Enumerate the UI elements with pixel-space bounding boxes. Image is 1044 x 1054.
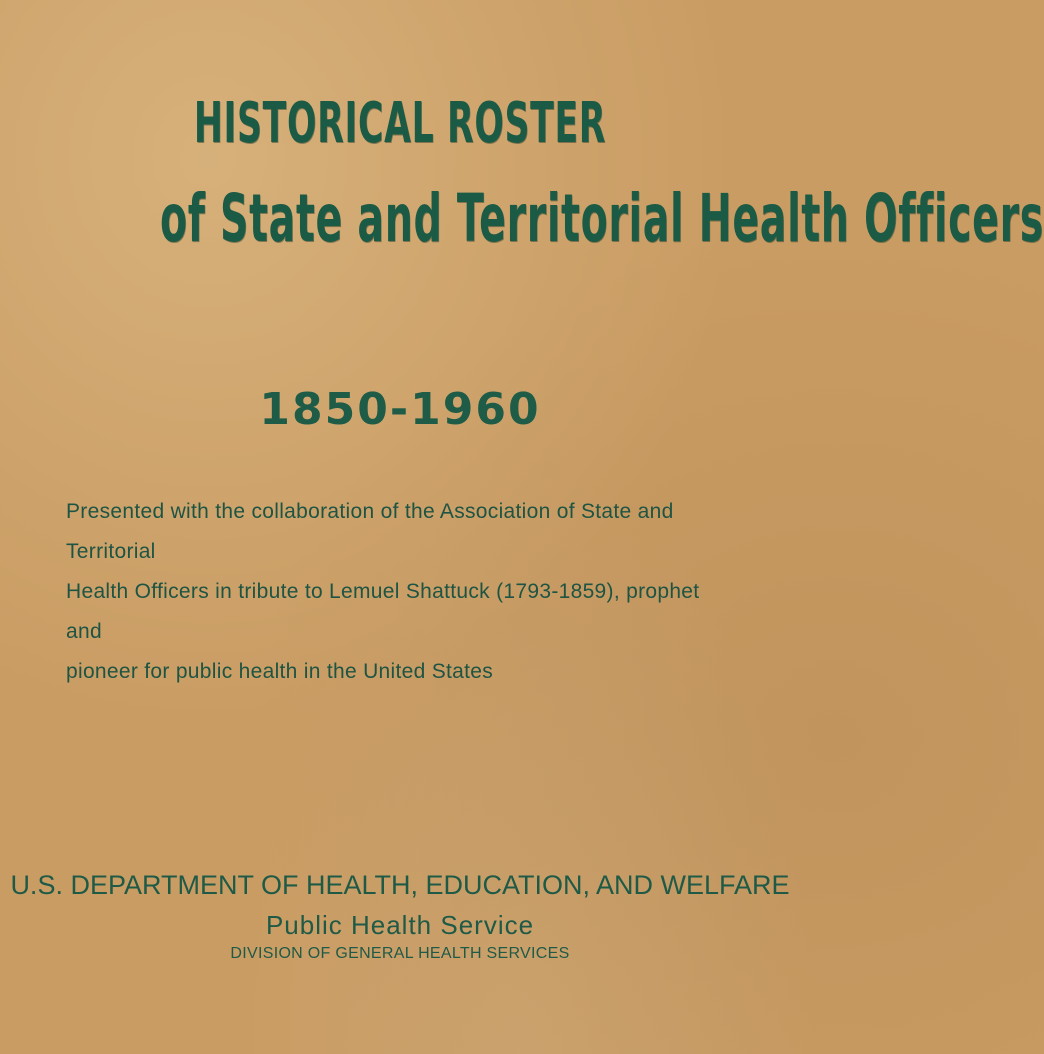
title-line-1: HISTORICAL ROSTER — [193, 91, 607, 156]
dedication-line-1: Presented with the collaboration of the Association of State and Territorial — [66, 500, 674, 563]
title-line-2: of State and Territorial Health Officers — [159, 180, 1044, 257]
dedication-line-2: Health Officers in tribute to Lemuel Shattuck (1793-1859), prophet and — [66, 580, 700, 643]
department-name: U.S. DEPARTMENT OF HEALTH, EDUCATION, AND WELFARE — [10, 870, 790, 900]
dedication-line-3: pioneer for public health in the United States — [66, 660, 494, 683]
division-name: DIVISION OF GENERAL HEALTH SERVICES — [230, 945, 570, 962]
date-range: 1850-1960 — [259, 384, 541, 435]
dedication-paragraph — [66, 492, 726, 692]
service-name: Public Health Service — [265, 910, 535, 940]
